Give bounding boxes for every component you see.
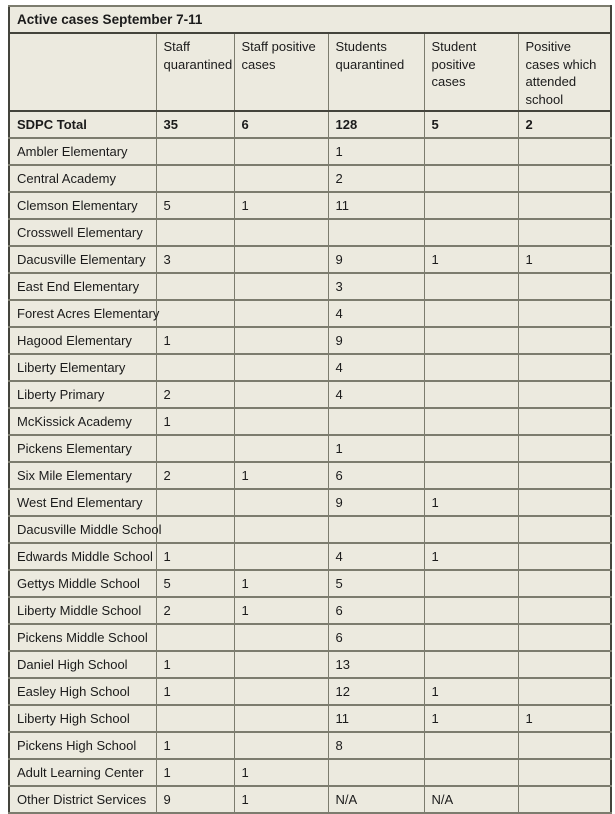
value-cell: 1: [518, 246, 611, 273]
value-cell: 3: [328, 273, 424, 300]
value-cell: [234, 246, 328, 273]
value-cell: [424, 192, 518, 219]
value-cell: 1: [424, 246, 518, 273]
value-cell: 1: [424, 705, 518, 732]
table-row: [9, 705, 611, 732]
row-label: Daniel High School: [9, 651, 156, 678]
value-cell: 1: [156, 678, 234, 705]
value-cell: 13: [328, 651, 424, 678]
column-header-staff-positive: Staff positive cases: [234, 33, 328, 111]
value-cell: N/A: [424, 786, 518, 813]
table-row: [9, 624, 611, 651]
value-cell: [234, 732, 328, 759]
value-cell: [156, 705, 234, 732]
value-cell: 2: [156, 381, 234, 408]
value-cell: [234, 705, 328, 732]
value-cell: [234, 381, 328, 408]
column-header-students-quarantined: Students quarantined: [328, 33, 424, 111]
value-cell: [518, 300, 611, 327]
value-cell: 4: [328, 354, 424, 381]
value-cell: 9: [328, 246, 424, 273]
table-row: [9, 273, 611, 300]
value-cell: [518, 651, 611, 678]
value-cell: [234, 624, 328, 651]
row-label: Ambler Elementary: [9, 138, 156, 165]
table-row: [9, 219, 611, 246]
value-cell: 11: [328, 705, 424, 732]
row-label: Pickens Middle School: [9, 624, 156, 651]
value-cell: 6: [234, 111, 328, 138]
value-cell: [234, 408, 328, 435]
value-cell: 6: [328, 597, 424, 624]
row-label: Forest Acres Elementary: [9, 300, 156, 327]
value-cell: 1: [156, 651, 234, 678]
value-cell: 6: [328, 624, 424, 651]
value-cell: 1: [234, 192, 328, 219]
row-label: Gettys Middle School: [9, 570, 156, 597]
value-cell: 9: [156, 786, 234, 813]
row-label: East End Elementary: [9, 273, 156, 300]
value-cell: 8: [328, 732, 424, 759]
value-cell: [424, 381, 518, 408]
value-cell: 2: [518, 111, 611, 138]
value-cell: [518, 435, 611, 462]
value-cell: [424, 732, 518, 759]
value-cell: 4: [328, 381, 424, 408]
row-label: Crosswell Elementary: [9, 219, 156, 246]
value-cell: [424, 354, 518, 381]
value-cell: [518, 138, 611, 165]
table-header-row: [9, 33, 611, 111]
value-cell: [234, 678, 328, 705]
table-row: [9, 543, 611, 570]
value-cell: 2: [156, 462, 234, 489]
value-cell: [328, 759, 424, 786]
value-cell: 4: [328, 300, 424, 327]
value-cell: [328, 408, 424, 435]
value-cell: [424, 219, 518, 246]
value-cell: [424, 570, 518, 597]
value-cell: 5: [156, 570, 234, 597]
value-cell: 1: [328, 435, 424, 462]
value-cell: N/A: [328, 786, 424, 813]
table-title: Active cases September 7-11: [9, 6, 611, 33]
row-label: Pickens High School: [9, 732, 156, 759]
row-label: Dacusville Elementary: [9, 246, 156, 273]
value-cell: [424, 516, 518, 543]
value-cell: [424, 624, 518, 651]
value-cell: 1: [234, 759, 328, 786]
value-cell: [424, 165, 518, 192]
value-cell: 5: [424, 111, 518, 138]
value-cell: 1: [518, 705, 611, 732]
value-cell: [424, 300, 518, 327]
table-row: [9, 327, 611, 354]
value-cell: [518, 381, 611, 408]
value-cell: [518, 732, 611, 759]
value-cell: [518, 219, 611, 246]
table-row: [9, 786, 611, 813]
row-label: West End Elementary: [9, 489, 156, 516]
value-cell: 4: [328, 543, 424, 570]
value-cell: [518, 759, 611, 786]
value-cell: 1: [234, 786, 328, 813]
table-row: [9, 300, 611, 327]
value-cell: [424, 759, 518, 786]
value-cell: [234, 435, 328, 462]
value-cell: [424, 138, 518, 165]
value-cell: [234, 327, 328, 354]
table-row: [9, 516, 611, 543]
value-cell: [156, 219, 234, 246]
value-cell: 9: [328, 489, 424, 516]
row-label: Adult Learning Center: [9, 759, 156, 786]
table-row: [9, 597, 611, 624]
row-label: Easley High School: [9, 678, 156, 705]
column-header-positive-attended: Positive cases which attended school: [518, 33, 611, 111]
table-row: [9, 165, 611, 192]
value-cell: [518, 678, 611, 705]
active-cases-table: [8, 5, 612, 814]
row-label: Pickens Elementary: [9, 435, 156, 462]
row-label: McKissick Academy: [9, 408, 156, 435]
value-cell: [156, 354, 234, 381]
value-cell: 1: [328, 138, 424, 165]
value-cell: [518, 354, 611, 381]
value-cell: [518, 570, 611, 597]
value-cell: [518, 489, 611, 516]
value-cell: [518, 165, 611, 192]
value-cell: [424, 273, 518, 300]
value-cell: [424, 597, 518, 624]
value-cell: [424, 327, 518, 354]
table-title-row: [9, 6, 611, 33]
column-header-school: [9, 33, 156, 111]
value-cell: [518, 327, 611, 354]
value-cell: [518, 273, 611, 300]
value-cell: 1: [424, 489, 518, 516]
table-row: [9, 462, 611, 489]
value-cell: [234, 651, 328, 678]
table-row: [9, 489, 611, 516]
value-cell: [156, 435, 234, 462]
value-cell: [234, 165, 328, 192]
table-row: [9, 354, 611, 381]
table-row: [9, 732, 611, 759]
value-cell: [156, 138, 234, 165]
value-cell: [234, 300, 328, 327]
table-row: [9, 111, 611, 138]
table-body: [9, 6, 611, 813]
value-cell: 1: [234, 597, 328, 624]
value-cell: [424, 408, 518, 435]
value-cell: [156, 300, 234, 327]
row-label: Six Mile Elementary: [9, 462, 156, 489]
value-cell: [234, 219, 328, 246]
value-cell: [518, 516, 611, 543]
value-cell: 2: [328, 165, 424, 192]
value-cell: [234, 543, 328, 570]
value-cell: 1: [234, 462, 328, 489]
value-cell: [234, 516, 328, 543]
value-cell: [156, 273, 234, 300]
value-cell: 1: [234, 570, 328, 597]
table-row: [9, 570, 611, 597]
row-label: SDPC Total: [9, 111, 156, 138]
value-cell: [234, 489, 328, 516]
value-cell: [518, 786, 611, 813]
value-cell: 1: [156, 408, 234, 435]
table-row: [9, 651, 611, 678]
value-cell: 1: [156, 732, 234, 759]
value-cell: [234, 354, 328, 381]
row-label: Central Academy: [9, 165, 156, 192]
value-cell: [424, 462, 518, 489]
value-cell: [328, 219, 424, 246]
row-label: Liberty Primary: [9, 381, 156, 408]
row-label: Dacusville Middle School: [9, 516, 156, 543]
value-cell: 1: [424, 678, 518, 705]
value-cell: [156, 624, 234, 651]
row-label: Liberty Elementary: [9, 354, 156, 381]
value-cell: [424, 651, 518, 678]
table-row: [9, 759, 611, 786]
value-cell: 3: [156, 246, 234, 273]
value-cell: [518, 597, 611, 624]
row-label: Clemson Elementary: [9, 192, 156, 219]
value-cell: 11: [328, 192, 424, 219]
table-row: [9, 678, 611, 705]
value-cell: [234, 273, 328, 300]
row-label: Hagood Elementary: [9, 327, 156, 354]
value-cell: 5: [328, 570, 424, 597]
value-cell: [156, 165, 234, 192]
row-label: Other District Services: [9, 786, 156, 813]
row-label: Liberty High School: [9, 705, 156, 732]
value-cell: 128: [328, 111, 424, 138]
table-row: [9, 192, 611, 219]
value-cell: [156, 516, 234, 543]
row-label: Edwards Middle School: [9, 543, 156, 570]
value-cell: [518, 624, 611, 651]
value-cell: [156, 489, 234, 516]
value-cell: [518, 408, 611, 435]
value-cell: 1: [156, 759, 234, 786]
column-header-staff-quarantined: Staff quarantined: [156, 33, 234, 111]
value-cell: [518, 462, 611, 489]
value-cell: [518, 543, 611, 570]
value-cell: [234, 138, 328, 165]
value-cell: 9: [328, 327, 424, 354]
value-cell: [328, 516, 424, 543]
table-row: [9, 381, 611, 408]
value-cell: 35: [156, 111, 234, 138]
value-cell: [424, 435, 518, 462]
value-cell: [518, 192, 611, 219]
value-cell: 1: [156, 543, 234, 570]
value-cell: 12: [328, 678, 424, 705]
table-row: [9, 138, 611, 165]
value-cell: 1: [156, 327, 234, 354]
value-cell: 1: [424, 543, 518, 570]
table-row: [9, 246, 611, 273]
value-cell: 2: [156, 597, 234, 624]
value-cell: 6: [328, 462, 424, 489]
column-header-student-positive: Student positive cases: [424, 33, 518, 111]
table-row: [9, 435, 611, 462]
value-cell: 5: [156, 192, 234, 219]
table-row: [9, 408, 611, 435]
row-label: Liberty Middle School: [9, 597, 156, 624]
